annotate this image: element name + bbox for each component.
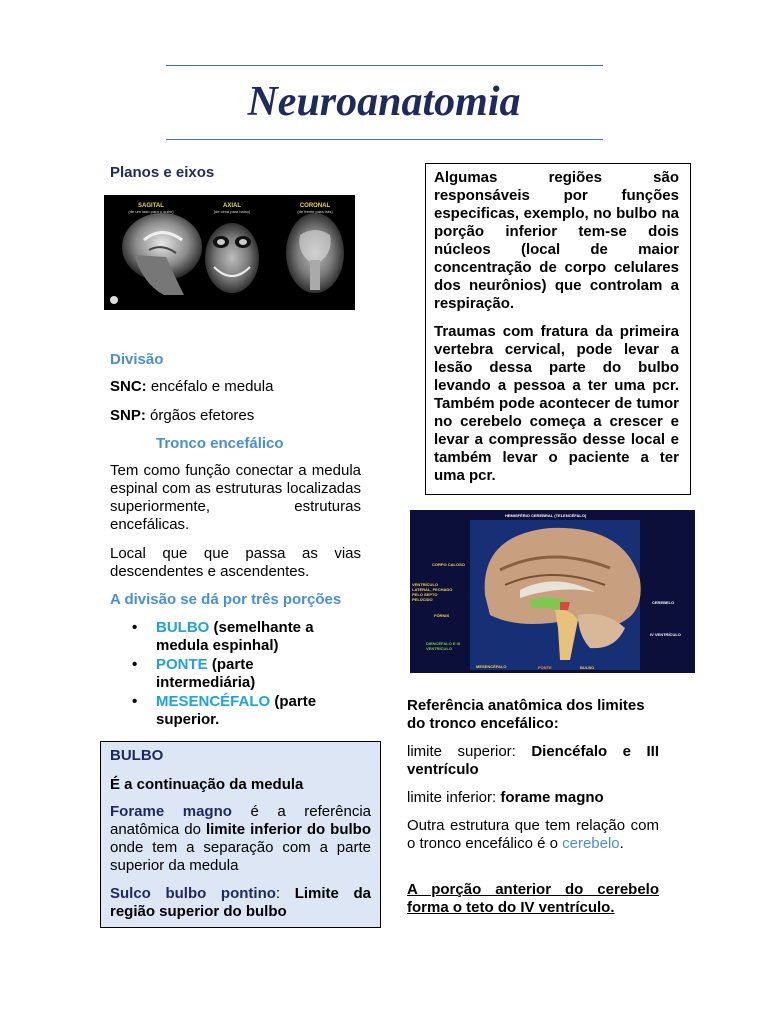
- mri-label-sagital: SAGITAL (de um lado para o outro): [128, 203, 174, 214]
- bulbo-title: BULBO: [110, 747, 164, 764]
- mri-label-coronal: CORONAL (de frente para trás): [297, 203, 333, 214]
- info-paragraph-2: Traumas com fratura da primeira vertebra cervical, pode levar a lesão dessa parte do bulbo levando a pessoa a ter uma pcr. Também pode acontecer de tumor no cerebelo começa a crescer e levar a compressão desse local e também levar o paciente a ter uma pcr.: [434, 323, 679, 484]
- limite-superior: limite superior: Diencéfalo e III ventrículo: [407, 743, 659, 778]
- label-ponte: PONTE: [538, 665, 552, 670]
- cerebelo-link: cerebelo: [562, 835, 620, 852]
- label-cerebelo: CEREBELO: [652, 600, 675, 605]
- info-paragraph-1: Algumas regiões são responsáveis por funções especificas, exemplo, no bulbo na porção inferior tem-se dois núcleos (local de maior concentração de corpo celulares dos neurônios) que controlam a respiração.: [434, 169, 679, 312]
- forame-paragraph: Forame magno é a referência anatômica do limite inferior do bulbo onde tem a separação com a parte superior da medula: [110, 803, 371, 874]
- brain-anatomy-image: [410, 510, 695, 673]
- list-item: • MESENCÉFALO (parte superior.: [132, 693, 317, 728]
- label-bulbo: BULBO: [580, 665, 595, 670]
- label-hemisferio: HEMISFÉRIO CEREBRAL (TELENCÉFALO): [505, 513, 587, 518]
- divisao-heading: Divisão: [110, 351, 164, 368]
- tronco-paragraph-2: Local que que passa as vias descendentes e ascendentes.: [110, 545, 361, 580]
- bottom-rule: [166, 139, 603, 140]
- divisao-tres-heading: A divisão se dá por três porções: [110, 591, 342, 608]
- planos-heading: Planos e eixos: [110, 164, 215, 181]
- info-box: [425, 163, 691, 495]
- sulco-paragraph: Sulco bulbo pontino: Limite da região superior do bulbo: [110, 885, 371, 920]
- tronco-heading: Tronco encefálico: [156, 435, 284, 452]
- label-iv-ventriculo: IV VENTRÍCULO: [650, 632, 681, 637]
- mri-planes-image: [104, 195, 355, 310]
- limite-inferior: limite inferior: forame magno: [407, 789, 604, 806]
- label-corpo-caloso: CORPO CALOSO: [432, 562, 465, 567]
- porcoes-list: [132, 619, 352, 730]
- bulbo-box: [100, 741, 381, 928]
- page-title: Neuroanatomia: [247, 79, 521, 125]
- label-mesencefalo: MESENCÉFALO: [476, 664, 507, 669]
- final-statement: A porção anterior do cerebelo forma o teto do IV ventrículo.: [407, 881, 659, 916]
- bulbo-subtitle: É a continuação da medula: [110, 776, 304, 793]
- ref-heading: Referência anatômica dos limites do tronco encefálico:: [407, 697, 645, 732]
- list-item: • BULBO (semelhante a medula espinhal): [132, 619, 314, 654]
- tronco-paragraph-1: Tem como função conectar a medula espinal com as estruturas localizadas superiormente, estruturas encefálicas.: [110, 462, 361, 533]
- snp-line: SNP: órgãos efetores: [110, 407, 255, 424]
- outra-estrutura: Outra estrutura que tem relação com o tronco encefálico é o cerebelo.: [407, 817, 659, 852]
- label-diencefalo: DIENCÉFALO E III VENTRÍCULO: [426, 641, 461, 651]
- label-fornix: FÓRNIX: [434, 613, 450, 618]
- snc-line: SNC: encéfalo e medula: [110, 378, 274, 395]
- list-item: • PONTE (parte intermediária): [132, 656, 256, 691]
- top-rule: [166, 65, 603, 66]
- mri-label-axial: AXIAL (de cima para baixo): [213, 203, 251, 214]
- label-ventriculo-lateral: VENTRÍCULO LATERAL, FECHADO PELO SEPTO PELÚCIDO: [412, 582, 453, 602]
